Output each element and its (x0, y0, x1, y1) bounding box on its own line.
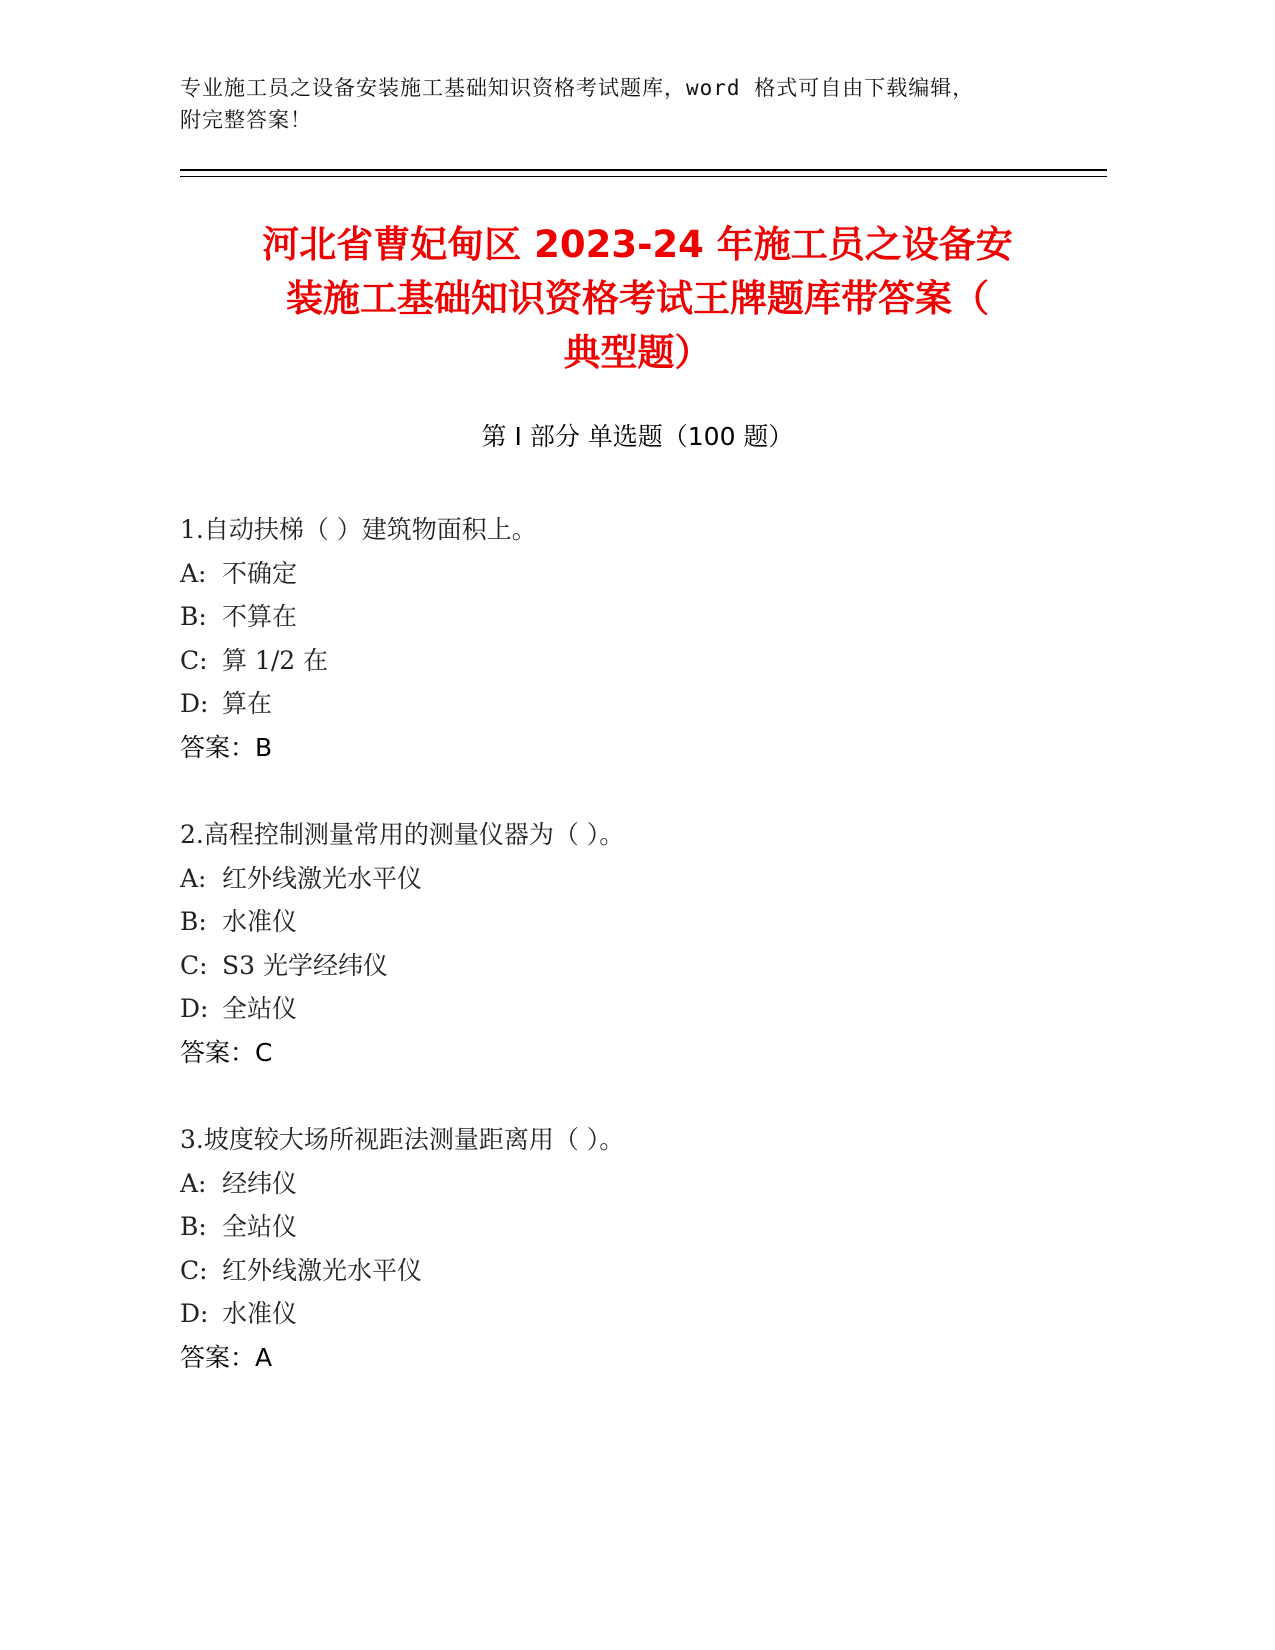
option-d (180, 682, 1080, 726)
intro-text (180, 72, 1060, 136)
option-c (180, 639, 1080, 683)
option-text: 水准仪 (222, 907, 298, 936)
header-divider-thick (180, 169, 1107, 171)
option-d (180, 1292, 1080, 1336)
option-letter: C: (180, 645, 208, 675)
title-line-3: 典型题） (563, 331, 712, 374)
option-letter: A: (180, 558, 207, 588)
option-letter: B: (180, 602, 207, 631)
option-a (180, 552, 1080, 596)
option-a (180, 857, 1080, 901)
option-c (180, 1249, 1080, 1293)
option-text: 经纬仪 (222, 1168, 298, 1198)
option-letter: D: (180, 994, 209, 1023)
intro-line-1: 专业施工员之设备安装施工基础知识资格考试题库，word 格式可自由下载编辑， (180, 76, 975, 100)
option-text: 算在 (222, 689, 273, 718)
option-text: 不算在 (222, 602, 298, 631)
option-text: 全站仪 (222, 1212, 298, 1241)
answer: 答案：A (180, 1342, 273, 1372)
question-1 (180, 508, 1080, 770)
option-b (180, 595, 1080, 639)
question-3 (180, 1118, 1080, 1380)
question-2 (180, 813, 1080, 1075)
option-letter: D: (180, 1299, 209, 1328)
option-letter: D: (180, 689, 209, 718)
option-d (180, 987, 1080, 1031)
option-letter: C: (180, 1255, 208, 1285)
intro-line-2: 附完整答案！ (180, 108, 312, 132)
option-text: 全站仪 (222, 994, 298, 1023)
option-text: 水准仪 (222, 1299, 298, 1328)
header-divider-thin (180, 176, 1107, 177)
question-stem: 2.高程控制测量常用的测量仪器为（ ）。 (180, 820, 625, 849)
question-stem: 1.自动扶梯（ ）建筑物面积上。 (180, 515, 537, 544)
option-text: 红外线激光水平仪 (222, 1255, 423, 1285)
section-title: 第 I 部分 单选题（100 题） (481, 422, 794, 451)
title-line-2: 装施工基础知识资格考试王牌题库带答案（ (286, 277, 989, 320)
question-stem: 3.坡度较大场所视距法测量距离用（ ）。 (180, 1125, 625, 1154)
option-b (180, 900, 1080, 944)
option-text: S3 光学经纬仪 (222, 950, 388, 980)
answer: 答案：C (180, 1037, 273, 1067)
option-b (180, 1205, 1080, 1249)
answer: 答案：B (180, 732, 273, 762)
option-text: 算 1/2 在 (222, 645, 329, 675)
option-letter: A: (180, 1168, 207, 1198)
option-text: 红外线激光水平仪 (222, 863, 423, 893)
option-letter: A: (180, 863, 207, 893)
option-text: 不确定 (222, 558, 298, 588)
document-title (180, 218, 1095, 380)
option-c (180, 944, 1080, 988)
title-line-1: 河北省曹妃甸区 2023-24 年施工员之设备安 (262, 223, 1013, 266)
option-a (180, 1162, 1080, 1206)
option-letter: B: (180, 907, 207, 936)
option-letter: C: (180, 950, 208, 980)
option-letter: B: (180, 1212, 207, 1241)
